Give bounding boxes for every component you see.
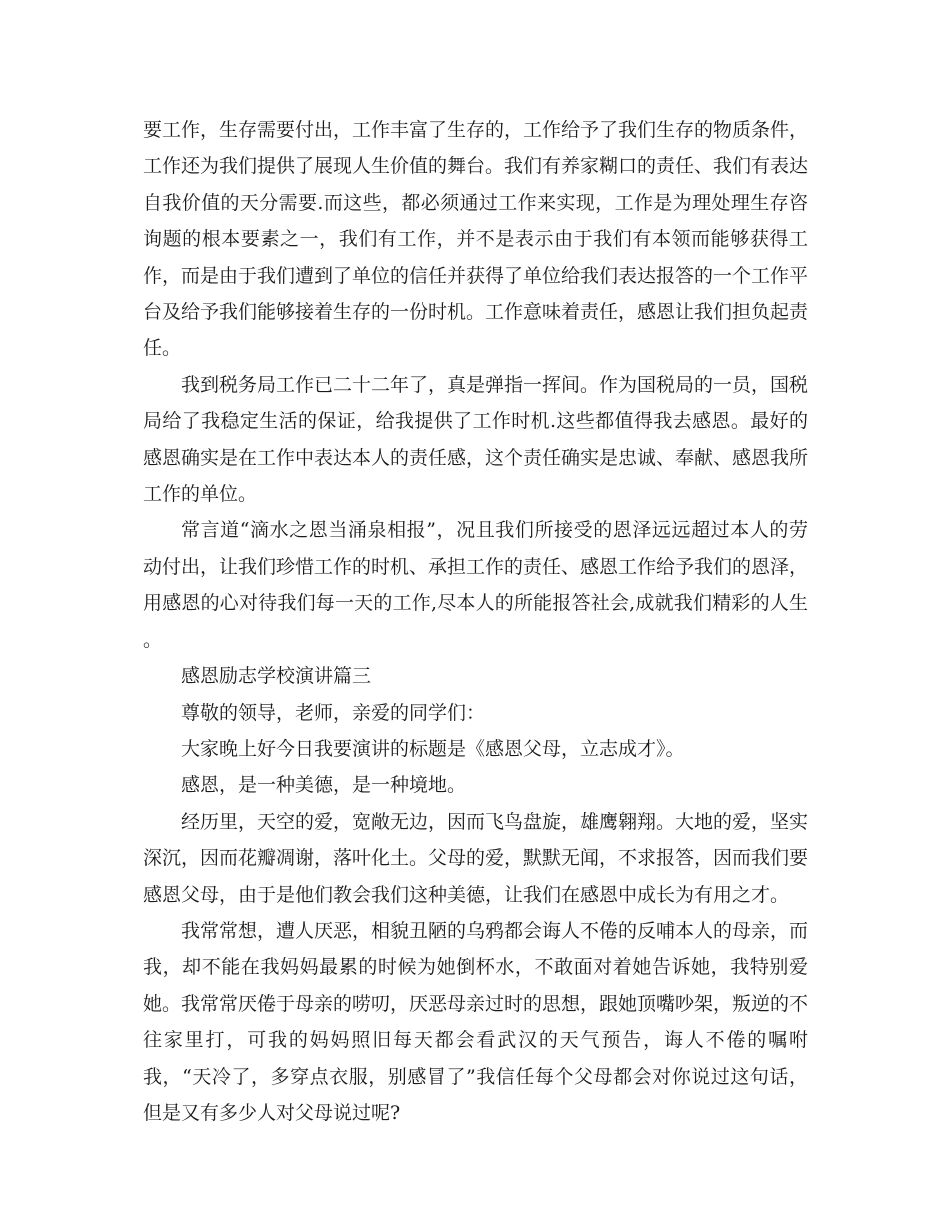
paragraph: 我到税务局工作已二十二年了，真是弹指一挥间。作为国税局的一员，国税局给了我稳定生活的保证，给我提供了工作时机.这些都值得我去感恩。最好的感恩确实是在工作中表达本人的责任感，这个责任确实是忠诚、奉献、感恩我所工作的单位。: [143, 373, 809, 506]
section-heading: 感恩励志学校演讲篇三: [181, 665, 372, 688]
document-page: [143, 112, 808, 1131]
paragraph: 要工作，生存需要付出，工作丰富了生存的，工作给予了我们生存的物质条件，工作还为我们提供了展现人生价值的舞台。我们有养家糊口的责任、我们有表达自我价值的天分需要.而这些，都必须通过工作来实现，工作是为理处理生存咨询题的根本要素之一，我们有工作，并不是表示由于我们有本领而能够获得工作，而是由于我们遭到了单位的信任并获得了单位给我们表达报答的一个工作平台及给予我们能够接着生存的一份时机。工作意味着责任，感恩让我们担负起责任。: [143, 119, 809, 360]
salutation: 尊敬的领导，老师，亲爱的同学们：: [181, 701, 486, 724]
paragraph: 我常常想，遭人厌恶，相貌丑陋的乌鸦都会诲人不倦的反哺本人的母亲，而我，却不能在我妈妈最累的时候为她倒杯水，不敢面对着她告诉她，我特别爱她。我常常厌倦于母亲的唠叨，厌恶母亲过时的思想，跟她顶嘴吵架，叛逆的不往家里打，可我的妈妈照旧每天都会看武汉的天气预告，诲人不倦的嘱咐我，“天冷了，多穿点衣服，别感冒了”我信任每个父母都会对你说过这句话，但是又有多少人对父母说过呢?: [143, 919, 809, 1124]
paragraph: 经历里，天空的爱，宽敞无边，因而飞鸟盘旋，雄鹰翱翔。大地的爱，坚实深沉，因而花瓣凋谢，落叶化土。父母的爱，默默无闻，不求报答，因而我们要感恩父母，由于是他们教会我们这种美德，让我们在感恩中成长为有用之才。: [143, 810, 809, 906]
paragraph: 感恩，是一种美德，是一种境地。: [181, 774, 467, 797]
paragraph: 大家晚上好今日我要演讲的标题是《感恩父母，立志成才》。: [181, 737, 685, 760]
paragraph: 常言道“滴水之恩当涌泉相报”，况且我们所接受的恩泽远远超过本人的劳动付出，让我们珍惜工作的时机、承担工作的责任、感恩工作给予我们的恩泽，用感恩的心对待我们每一天的工作,尽本人的所能报答社会,成就我们精彩的人生 。: [143, 519, 809, 651]
